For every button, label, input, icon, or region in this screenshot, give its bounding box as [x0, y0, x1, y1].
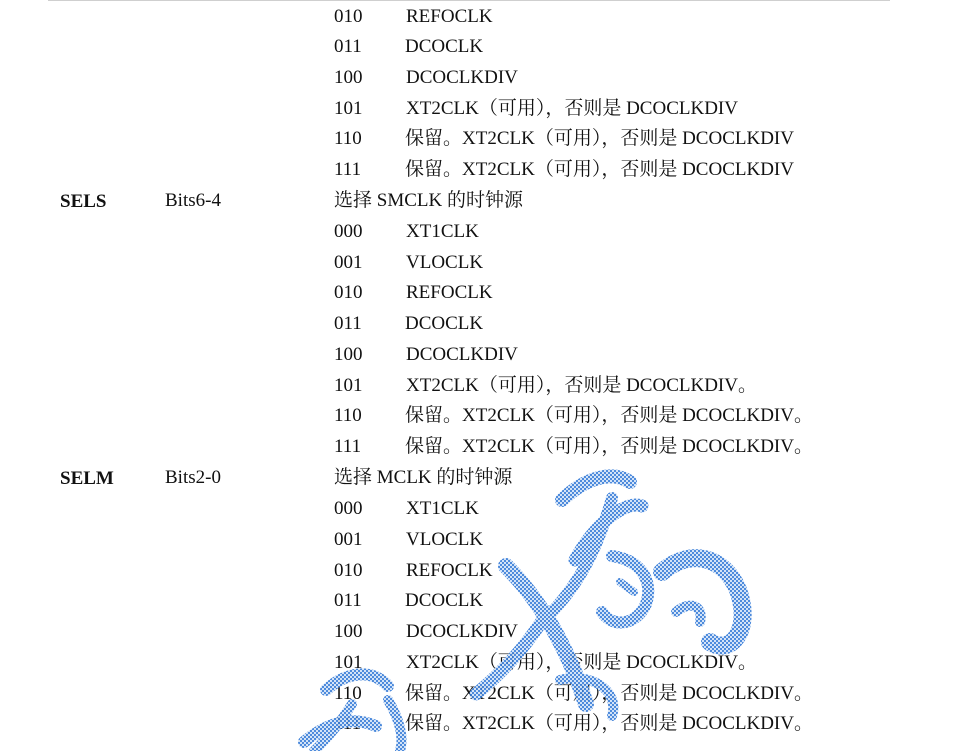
code-value: 101 [334, 98, 363, 119]
code-value: 100 [334, 67, 363, 88]
code-description: 保留。XT2CLK（可用），否则是 DCOCLKDIV。 [405, 405, 813, 426]
code-value: 000 [334, 498, 363, 519]
code-description: REFOCLK [406, 6, 493, 27]
code-description: REFOCLK [406, 282, 493, 303]
code-value: 010 [334, 6, 363, 27]
code-description: 保留。XT2CLK（可用），否则是 DCOCLKDIV [405, 128, 794, 149]
code-description: XT2CLK（可用），否则是 DCOCLKDIV。 [406, 375, 757, 396]
code-description: DCOCLK [405, 36, 484, 57]
code-description: XT1CLK [406, 498, 479, 519]
field-title: 选择 SMCLK 的时钟源 [334, 190, 523, 211]
code-value: 101 [334, 652, 363, 673]
code-description: XT1CLK [406, 221, 479, 242]
code-value: 001 [334, 252, 363, 273]
code-description: REFOCLK [406, 560, 493, 581]
code-value: 011 [334, 590, 362, 611]
field-name: SELM [60, 468, 114, 489]
code-description: XT2CLK（可用），否则是 DCOCLKDIV [406, 98, 738, 119]
field-title: 选择 MCLK 的时钟源 [334, 467, 513, 488]
code-value: 110 [334, 683, 362, 704]
code-description: 保留。XT2CLK（可用），否则是 DCOCLKDIV。 [405, 436, 813, 457]
code-value: 001 [334, 529, 363, 550]
field-bits: Bits2-0 [165, 467, 221, 488]
code-value: 100 [334, 621, 363, 642]
code-value: 110 [334, 128, 362, 149]
code-value: 111 [334, 713, 362, 734]
top-rule [48, 0, 890, 1]
code-description: 保留。XT2CLK（可用），否则是 DCOCLKDIV。 [405, 713, 813, 734]
code-description: DCOCLKDIV [406, 67, 518, 88]
code-value: 111 [334, 436, 362, 457]
code-value: 110 [334, 405, 362, 426]
code-value: 010 [334, 282, 363, 303]
code-description: DCOCLKDIV [406, 621, 518, 642]
field-name: SELS [60, 191, 107, 212]
field-bits: Bits6-4 [165, 190, 221, 211]
code-value: 000 [334, 221, 363, 242]
code-value: 100 [334, 344, 363, 365]
code-value: 101 [334, 375, 363, 396]
code-value: 111 [334, 159, 362, 180]
code-description: DCOCLKDIV [406, 344, 518, 365]
code-description: VLOCLK [406, 252, 484, 273]
code-description: 保留。XT2CLK（可用），否则是 DCOCLKDIV [405, 159, 794, 180]
code-description: DCOCLK [405, 590, 484, 611]
code-value: 011 [334, 313, 362, 334]
code-value: 010 [334, 560, 363, 581]
code-description: DCOCLK [405, 313, 484, 334]
code-description: 保留。XT2CLK（可用），否则是 DCOCLKDIV。 [405, 683, 813, 704]
code-description: XT2CLK（可用），否则是 DCOCLKDIV。 [406, 652, 757, 673]
code-value: 011 [334, 36, 362, 57]
code-description: VLOCLK [406, 529, 484, 550]
